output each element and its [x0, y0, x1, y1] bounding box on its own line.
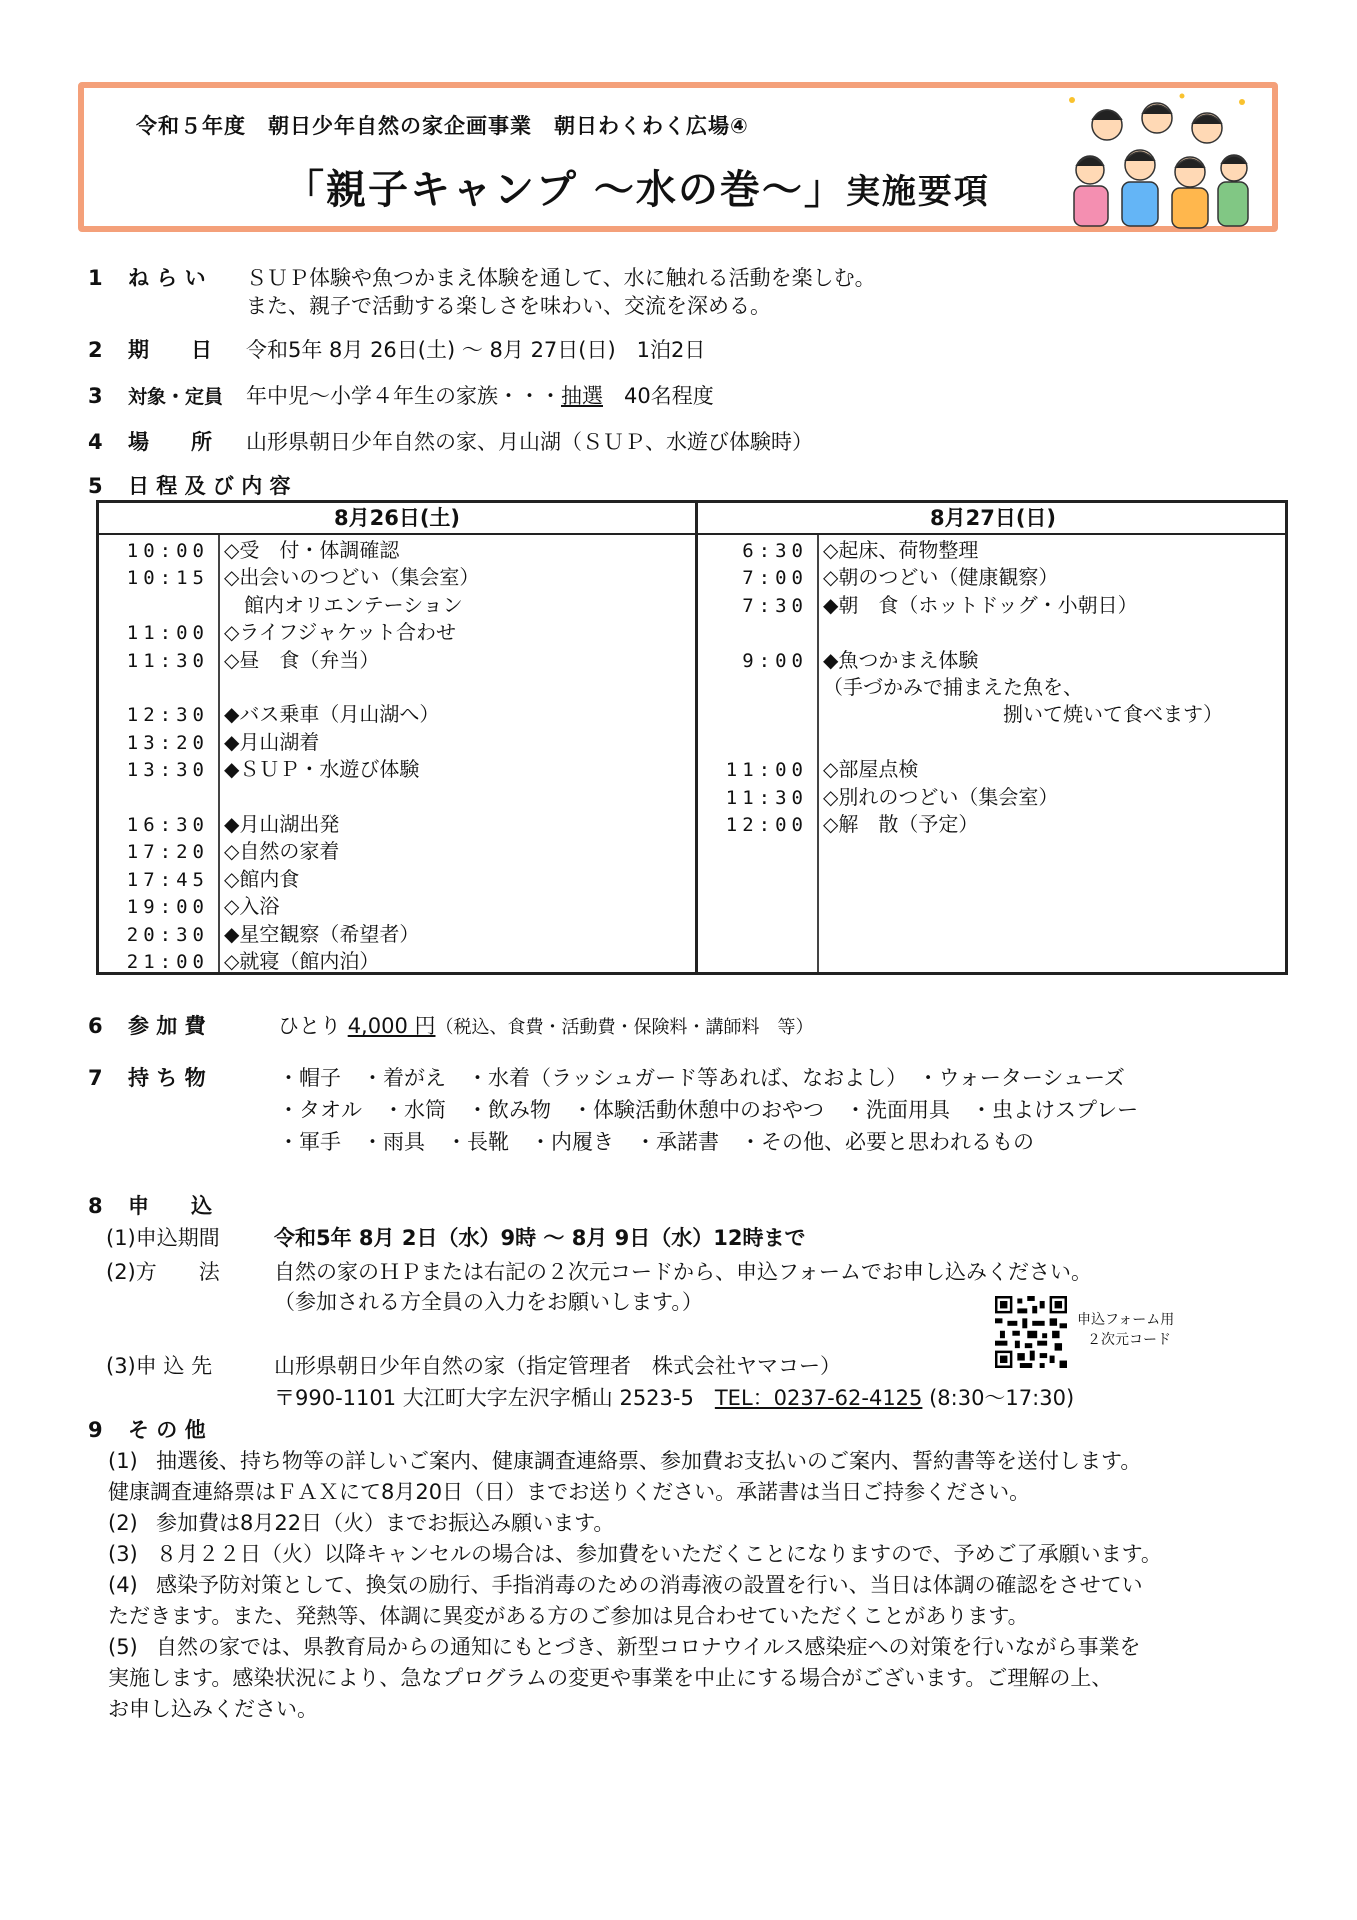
- apply-period: [106, 1222, 805, 1252]
- schedule-time: 19:00: [126, 896, 209, 919]
- fee-note: （税込、食費・活動費・保険料・講師料 等）: [435, 1017, 814, 1038]
- section-apply: [88, 1190, 212, 1220]
- schedule-time: 10:15: [126, 567, 209, 590]
- apply-period-label: (1)申込期間: [106, 1226, 220, 1250]
- section-number: 4: [88, 430, 103, 454]
- other-item-text: 参加費は8月22日（火）までお振込み願います。: [156, 1511, 615, 1535]
- schedule-row: [99, 701, 440, 728]
- schedule-activity: ◇入浴: [224, 894, 280, 919]
- schedule-row: [99, 948, 380, 975]
- other-item-line: [108, 1663, 1112, 1694]
- schedule-time: 12:00: [725, 814, 808, 836]
- schedule-row: [698, 756, 919, 783]
- other-item-index: (5): [108, 1635, 138, 1659]
- other-item-text: ただきます。また、発熱等、体調に異変がある方のご参加は見合わせていただくことがあります。: [108, 1604, 1029, 1628]
- section-target: [88, 380, 714, 410]
- schedule-activity: 館内オリエンテーション: [224, 592, 463, 617]
- other-item-text: お申し込みください。: [108, 1697, 318, 1721]
- time-divider: [817, 535, 819, 972]
- schedule-activity: ◆星空観察（希望者）: [224, 921, 420, 946]
- apply-tel[interactable]: TEL：0237-62-4125: [714, 1386, 923, 1410]
- capacity-text: 40名程度: [603, 384, 714, 408]
- schedule-activity: ◇出会いのつどい（集会室）: [224, 565, 480, 590]
- section-label: 対象・定員: [128, 386, 224, 408]
- schedule-row: [99, 866, 300, 893]
- schedule-activity: ◆魚つかまえ体験: [823, 647, 979, 672]
- other-item-line: [108, 1694, 318, 1725]
- section-label: 日 程 及 び 内 容: [128, 474, 291, 498]
- other-item-index: (1): [108, 1449, 138, 1473]
- section-other: [88, 1414, 206, 1444]
- section-number: 2: [88, 338, 103, 362]
- schedule-activity: ◆朝 食（ホットドッグ・小朝日）: [823, 592, 1138, 617]
- header-box: [78, 82, 1278, 232]
- schedule-time: 17:20: [126, 841, 209, 864]
- schedule-activity: ◆ＳＵＰ・水遊び体験: [224, 757, 420, 782]
- schedule-activity: ◆バス乗車（月山湖へ）: [224, 702, 440, 727]
- other-item-line: [108, 1539, 1162, 1570]
- section-number: 9: [88, 1418, 103, 1442]
- qr-caption: [1077, 1310, 1174, 1350]
- apply-contact-text: 山形県朝日少年自然の家（指定管理者 株式会社ヤマコー）: [274, 1354, 841, 1378]
- other-item-line: [108, 1477, 1030, 1508]
- schedule-row: [698, 729, 808, 756]
- schedule-time: 21:00: [126, 951, 209, 973]
- schedule-time: 11:00: [126, 622, 209, 645]
- section-dates: [88, 334, 705, 364]
- fee-prefix: ひとり: [278, 1014, 348, 1038]
- other-item-text: 感染予防対策として、換気の励行、手指消毒のための消毒液の設置を行い、当日は体調の確認をさせてい: [156, 1573, 1143, 1597]
- apply-address: 〒990-1101 大江町大字左沢字楯山 2523-5: [274, 1386, 715, 1410]
- schedule-row: [99, 619, 456, 646]
- section-label: 期 日: [128, 338, 212, 362]
- schedule-time: 13:20: [126, 731, 209, 754]
- schedule-row: [99, 564, 480, 591]
- other-item-text: 抽選後、持ち物等の詳しいご案内、健康調査連絡票、参加費お支払いのご案内、誓約書等を送付します。: [156, 1449, 1142, 1473]
- schedule-row: [99, 537, 400, 564]
- schedule-activity: ◇部屋点検: [823, 757, 919, 782]
- schedule-time: 11:30: [126, 649, 209, 672]
- schedule-activity: ◇別れのつどい（集会室）: [823, 784, 1059, 809]
- section-label: 参 加 費: [128, 1014, 206, 1038]
- schedule-time: 6:30: [742, 540, 808, 562]
- schedule-row: [99, 647, 380, 674]
- schedule-row: [99, 838, 340, 865]
- schedule-activity: ◇自然の家着: [224, 839, 340, 864]
- apply-method-note: （参加される方全員の入力をお願いします。）: [274, 1290, 703, 1314]
- time-divider: [218, 535, 220, 972]
- items-line-3: ・軍手 ・雨具 ・長靴 ・内履き ・承諾書 ・その他、必要と思われるもの: [278, 1130, 1034, 1154]
- other-item-text: 実施します。感染状況により、急なプログラムの変更や事業を中止にする場合がございます。ご理解の上、: [108, 1666, 1113, 1690]
- title-suffix: 実施要項: [845, 172, 990, 212]
- other-item-line: [108, 1508, 614, 1539]
- schedule-activity: 捌いて焼いて食べます）: [823, 702, 1223, 727]
- schedule-activity: ◇昼 食（弁当）: [224, 647, 380, 672]
- schedule-time: 13:30: [126, 759, 209, 782]
- schedule-row: [99, 592, 463, 619]
- section-number: 7: [88, 1066, 103, 1090]
- apply-contact-label: (3)申 込 先: [106, 1354, 213, 1378]
- other-item-line: [108, 1601, 1029, 1632]
- schedule-table: [96, 500, 1288, 975]
- schedule-row: [99, 784, 209, 811]
- dates-text: 令和5年 8月 26日(土) ～ 8月 27日(日) 1泊2日: [246, 338, 706, 362]
- header-divider: [99, 533, 1285, 535]
- title-main: 「親子キャンプ ～水の巻～」: [284, 167, 846, 213]
- day1-header: 8月26日(土): [333, 506, 461, 530]
- other-item-line: [108, 1632, 1140, 1663]
- aim-text-2: また、親子で活動する楽しさを味わい、交流を深める。: [246, 294, 771, 318]
- qr-caption-line-2: ２次元コード: [1087, 1332, 1171, 1348]
- aim-text-1: ＳＵＰ体験や魚つかまえ体験を通して、水に触れる活動を楽しむ。: [246, 266, 876, 290]
- schedule-row: [99, 921, 420, 948]
- section-fee: [88, 1010, 813, 1040]
- schedule-activity: ◆月山湖出発: [224, 812, 340, 836]
- schedule-time: 12:30: [126, 704, 209, 727]
- schedule-row: [99, 811, 340, 838]
- section-items: [88, 1062, 1125, 1092]
- schedule-activity: ◇受 付・体調確認: [224, 538, 400, 562]
- schedule-time: 7:00: [742, 567, 808, 590]
- apply-contact: [106, 1350, 841, 1380]
- lottery-text: 抽選: [561, 384, 603, 408]
- other-item-index: (2): [108, 1511, 138, 1535]
- schedule-activity: ◇朝のつどい（健康観察）: [823, 565, 1059, 590]
- section-number: 1: [88, 266, 103, 290]
- schedule-time: 7:30: [742, 594, 808, 617]
- section-schedule: [88, 470, 291, 500]
- section-place: [88, 426, 813, 456]
- place-text: 山形県朝日少年自然の家、月山湖（ＳＵＰ、水遊び体験時）: [246, 430, 813, 454]
- schedule-time: 11:30: [725, 786, 808, 809]
- other-item-text: 健康調査連絡票はＦＡＸにて8月20日（日）までお送りください。承諾書は当日ご持参ください。: [108, 1480, 1031, 1504]
- schedule-time: 20:30: [126, 923, 209, 946]
- apply-address-line: [274, 1382, 1074, 1412]
- section-number: 3: [88, 384, 103, 408]
- schedule-row: [698, 619, 808, 646]
- schedule-time: 9:00: [742, 649, 808, 672]
- schedule-time: 11:00: [725, 759, 808, 782]
- schedule-activity: ◇ライフジャケット合わせ: [224, 620, 456, 645]
- other-item-index: (4): [108, 1573, 138, 1597]
- section-label: そ の 他: [128, 1418, 206, 1442]
- page-title: [284, 158, 990, 215]
- schedule-activity: ◇就寝（館内泊）: [224, 949, 380, 973]
- section-number: 8: [88, 1194, 103, 1218]
- section-label: 持 ち 物: [128, 1066, 206, 1090]
- other-item-text: 自然の家では、県教育局からの通知にもとづき、新型コロナウイルス感染症への対策を行いながら事業を: [156, 1635, 1141, 1659]
- section-number: 5: [88, 474, 103, 498]
- day2-header: 8月27日(日): [929, 506, 1057, 530]
- apply-period-text: 令和5年 8月 2日（水）9時 ～ 8月 9日（水）12時まで: [274, 1226, 806, 1250]
- children-illustration: [1062, 90, 1252, 230]
- section-label: ね ら い: [128, 266, 206, 290]
- schedule-activity: ◇起床、荷物整理: [823, 538, 979, 562]
- schedule-row: [99, 893, 280, 920]
- other-item-index: (3): [108, 1542, 138, 1566]
- schedule-time: 10:00: [126, 540, 209, 562]
- qr-code[interactable]: [995, 1296, 1067, 1368]
- schedule-activity: ◆月山湖着: [224, 729, 320, 754]
- section-number: 6: [88, 1014, 103, 1038]
- schedule-activity: ◇解 散（予定）: [823, 812, 979, 836]
- schedule-row: [698, 564, 1059, 591]
- other-item-line: [108, 1446, 1141, 1477]
- schedule-row: [698, 647, 979, 674]
- schedule-row: [99, 756, 420, 783]
- schedule-row: [698, 701, 1223, 728]
- items-line-1: ・帽子 ・着がえ ・水着（ラッシュガード等あれば、なおよし） ・ウォーターシューズ: [278, 1066, 1125, 1090]
- apply-method: [106, 1256, 1092, 1286]
- items-line-2: ・タオル ・水筒 ・飲み物 ・体験活動休憩中のおやつ ・洗面用具 ・虫よけスプレー: [278, 1098, 1139, 1122]
- header-subtitle: 令和５年度 朝日少年自然の家企画事業 朝日わくわく広場④: [136, 114, 749, 138]
- schedule-activity: （手づかみで捕まえた魚を、: [823, 675, 1083, 699]
- schedule-activity: ◇館内食: [224, 866, 300, 891]
- schedule-time: 17:45: [126, 868, 209, 891]
- schedule-row: [698, 811, 979, 838]
- section-aim: [88, 262, 876, 292]
- section-label: 場 所: [128, 430, 212, 454]
- schedule-time: 16:30: [126, 814, 209, 836]
- schedule-row: [698, 784, 1059, 811]
- section-label: 申 込: [128, 1194, 212, 1218]
- other-item-line: [108, 1570, 1143, 1601]
- schedule-row: [698, 674, 1083, 701]
- qr-caption-line-1: 申込フォーム用: [1077, 1312, 1175, 1328]
- fee-amount: 4,000 円: [347, 1014, 436, 1038]
- schedule-row: [698, 592, 1138, 619]
- apply-hours: (8:30～17:30): [922, 1386, 1075, 1410]
- other-item-text: ８月２２日（火）以降キャンセルの場合は、参加費をいただくことになりますので、予めご了承願います。: [156, 1542, 1162, 1566]
- schedule-row: [99, 729, 320, 756]
- schedule-row: [698, 537, 979, 564]
- schedule-row: [99, 674, 209, 701]
- apply-method-text: 自然の家のＨＰまたは右記の２次元コードから、申込フォームでお申し込みください。: [274, 1260, 1092, 1284]
- target-text: 年中児～小学４年生の家族・・・: [246, 384, 561, 408]
- apply-method-label: (2)方 法: [106, 1260, 220, 1284]
